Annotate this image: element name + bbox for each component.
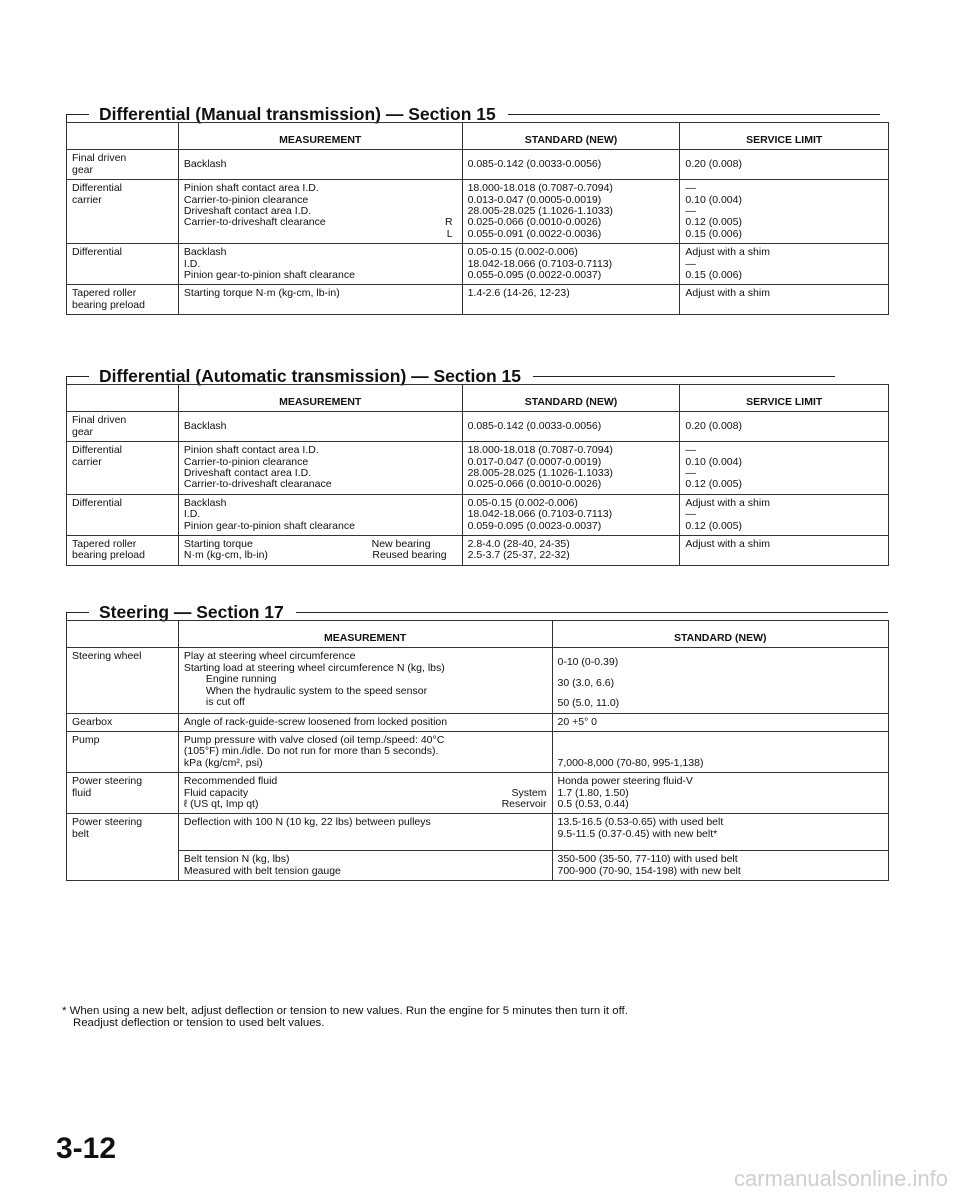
item-cell: Tapered roller bearing preload (67, 285, 179, 315)
table-row (67, 851, 889, 881)
table-row (67, 648, 889, 713)
footnote: * When using a new belt, adjust deflection or tension to new values. Run the engine for 5 minutes then turn it off. Readjust deflection or tension to used belt values. (62, 1005, 628, 1029)
table-row (67, 285, 889, 315)
manual-diff-table (66, 122, 889, 315)
standard-header: STANDARD (NEW) (462, 385, 680, 412)
item-cell: Pump (67, 732, 179, 773)
standard-cell: 0.085-0.142 (0.0033-0.0056) (462, 412, 680, 442)
measurement-cell: Pinion shaft contact area I.D. Carrier-to-pinion clearance Driveshaft contact area I.D. Carrier-to-driveshaft clearanace (178, 442, 462, 495)
table-row (67, 732, 889, 773)
standard-cell: 20 +5° 0 (552, 713, 889, 731)
standard-cell: 2.8-4.0 (28-40, 24-35) 2.5-3.7 (25-37, 22-32) (462, 536, 680, 566)
standard-cell: 0.05-0.15 (0.002-0.006) 18.042-18.066 (0.7103-0.7113) 0.059-0.095 (0.0023-0.0037) (462, 494, 680, 535)
measurement-cell: Backlash (178, 150, 462, 180)
item-cell: Differential carrier (67, 442, 179, 495)
item-cell: Power steering fluid (67, 773, 179, 814)
standard-cell: 13.5-16.5 (0.53-0.65) with used belt 9.5-11.5 (0.37-0.45) with new belt* (552, 814, 889, 851)
service-cell: Adjust with a shim — 0.12 (0.005) (680, 494, 889, 535)
standard-cell: 7,000-8,000 (70-80, 995-1,138) (552, 732, 889, 773)
table-row (67, 536, 889, 566)
standard-cell: Honda power steering fluid-V 1.7 (1.80, 1.50) 0.5 (0.53, 0.44) (552, 773, 889, 814)
service-limit-header: SERVICE LIMIT (680, 123, 889, 150)
service-cell: 0.20 (0.008) (680, 150, 889, 180)
standard-cell: 1.4-2.6 (14-26, 12-23) (462, 285, 680, 315)
auto-diff-table (66, 384, 889, 566)
item-header (67, 385, 179, 412)
measurement-cell: Belt tension N (kg, lbs) Measured with belt tension gauge (178, 851, 552, 881)
service-cell: — 0.10 (0.004) — 0.12 (0.005) (680, 442, 889, 495)
item-cell: Gearbox (67, 713, 179, 731)
section-title-manual: Differential (Manual transmission) — Section 15 (66, 96, 880, 132)
service-cell: — 0.10 (0.004) — 0.12 (0.005) 0.15 (0.006) (680, 180, 889, 244)
table-row (67, 180, 889, 244)
item-cell: Final driven gear (67, 412, 179, 442)
page-number: 3-12 (56, 1132, 117, 1165)
service-cell: 0.20 (0.008) (680, 412, 889, 442)
measurement-cell: Deflection with 100 N (10 kg, 22 lbs) between pulleys (178, 814, 552, 851)
measurement-cell: Angle of rack-guide-screw loosened from locked position (178, 713, 552, 731)
standard-cell: 18.000-18.018 (0.7087-0.7094) 0.013-0.047 (0.0005-0.0019) 28.005-28.025 (1.1026-1.1033) 0.025-0.066 (0.0010-0.0026) 0.055-0.091 (0.0022-0.0036) (462, 180, 680, 244)
table-row (67, 412, 889, 442)
section-title-steering: Steering — Section 17 (66, 594, 888, 630)
standard-cell: 18.000-18.018 (0.7087-0.7094) 0.017-0.047 (0.0007-0.0019) 28.005-28.025 (1.1026-1.1033) 0.025-0.066 (0.0010-0.0026) (462, 442, 680, 495)
standard-header: STANDARD (NEW) (552, 621, 889, 648)
item-header (67, 621, 179, 648)
item-cell: Tapered roller bearing preload (67, 536, 179, 566)
service-cell: Adjust with a shim (680, 285, 889, 315)
service-cell: Adjust with a shim — 0.15 (0.006) (680, 244, 889, 285)
table-row (67, 814, 889, 851)
measurement-cell: Backlash I.D. Pinion gear-to-pinion shaft clearance (178, 244, 462, 285)
standard-cell: 0.085-0.142 (0.0033-0.0056) (462, 150, 680, 180)
section-title-auto: Differential (Automatic transmission) — Section 15 (66, 358, 835, 394)
measurement-header: MEASUREMENT (178, 385, 462, 412)
measurement-cell: Backlash (178, 412, 462, 442)
measurement-cell: Backlash I.D. Pinion gear-to-pinion shaft clearance (178, 494, 462, 535)
item-cell: Power steering belt (67, 814, 179, 881)
standard-cell: 0.05-0.15 (0.002-0.006) 18.042-18.066 (0.7103-0.7113) 0.055-0.095 (0.0022-0.0037) (462, 244, 680, 285)
table-row (67, 713, 889, 731)
item-cell: Differential carrier (67, 180, 179, 244)
measurement-cell: Starting torque New bearing N·m (kg-cm, lb-in) Reused bearing (178, 536, 462, 566)
measurement-cell: Pinion shaft contact area I.D. Carrier-to-pinion clearance Driveshaft contact area I.D. Carrier-to-driveshaft clearance R L (178, 180, 462, 244)
service-cell: Adjust with a shim (680, 536, 889, 566)
measurement-header: MEASUREMENT (178, 621, 552, 648)
table-row (67, 773, 889, 814)
service-limit-header: SERVICE LIMIT (680, 385, 889, 412)
table-row (67, 150, 889, 180)
item-cell: Differential (67, 244, 179, 285)
measurement-cell: Play at steering wheel circumference Starting load at steering wheel circumference N (kg, lbs) Engine running When the hydraulic system to the speed sensor is cut off (178, 648, 552, 713)
watermark: carmanualsonline.info (733, 1166, 948, 1191)
item-cell: Steering wheel (67, 648, 179, 713)
item-cell: Final driven gear (67, 150, 179, 180)
measurement-header: MEASUREMENT (178, 123, 462, 150)
table-row (67, 494, 889, 535)
standard-cell: 0-10 (0-0.39) 30 (3.0, 6.6) 50 (5.0, 11.0) (552, 648, 889, 713)
measurement-cell: Starting torque N·m (kg-cm, lb-in) (178, 285, 462, 315)
steering-table (66, 620, 889, 881)
item-cell: Differential (67, 494, 179, 535)
standard-cell: 350-500 (35-50, 77-110) with used belt 700-900 (70-90, 154-198) with new belt (552, 851, 889, 881)
measurement-cell: Pump pressure with valve closed (oil temp./speed: 40°C (105°F) min./idle. Do not run for more than 5 seconds). kPa (kg/cm², psi) (178, 732, 552, 773)
measurement-cell: Recommended fluid Fluid capacity System ℓ (US qt, Imp qt) Reservoir (178, 773, 552, 814)
item-header (67, 123, 179, 150)
table-row (67, 244, 889, 285)
standard-header: STANDARD (NEW) (462, 123, 680, 150)
table-row (67, 442, 889, 495)
